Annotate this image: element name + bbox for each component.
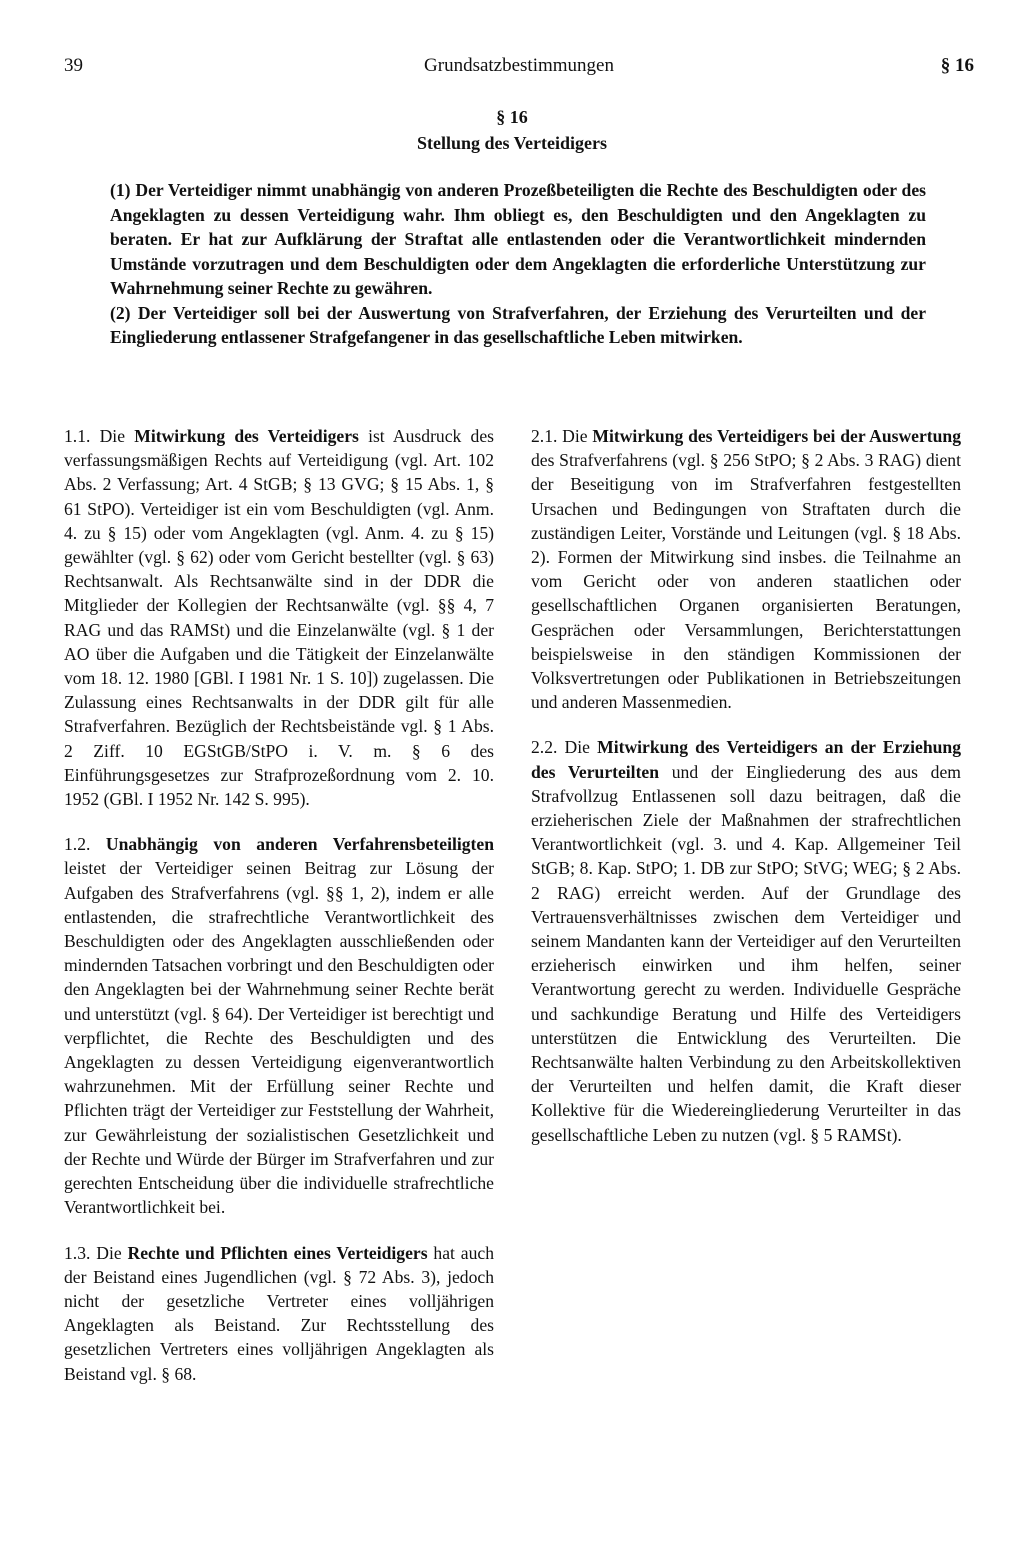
note-keyword: Mitwirkung des Verteidigers an der Erziehung des Verurteilten [531, 737, 961, 782]
note-lead: Die [90, 1242, 128, 1263]
section-title-block [0, 104, 1024, 156]
note-1-2 [64, 832, 494, 1219]
note-number: 2.1. [531, 426, 558, 446]
statute-paragraph-2: (2) Der Verteidiger soll bei der Auswertung von Strafverfahren, der Erziehung des Verurteilten und der Eingliederung entlassener Strafgefangener in das gesellschaftliche Leben mitwirken. [110, 302, 926, 347]
note-2-1 [531, 424, 961, 714]
note-text: leistet der Verteidiger seinen Beitrag zur Lösung der Aufgaben des Strafverfahrens (vgl. §§ 1, 2), indem er alle entlastenden, die strafrechtliche Verantwortlichkeit des Beschuldigten oder des Angeklagten ausschließenden oder mindernden Tatsachen vorbringt und den Beschuldigten oder den Angeklagten bei der Wahrnehmung seiner Rechte berät und unterstützt (vgl. § 64). Der Verteidiger ist berechtigt und verpflichtet, die Rechte des Beschuldigten und des Angeklagten zu dessen Verteidigung eigenverantwortlich wahrzunehmen. Mit der Erfüllung seiner Rechte und Pflichten trägt der Verteidiger zur Feststellung der Wahrheit, zur Gewährleistung der sozialistischen Gesetzlichkeit und der Rechte und Würde der Bürger im Strafverfahren und zur gerechten Entscheidung über die individuelle strafrechtliche Verantwortlichkeit bei. [64, 858, 494, 1218]
note-text: und der Eingliederung des aus dem Strafvollzug Entlassenen soll dazu beitragen, daß die erzieherischen Ziele der Maßnahmen der strafrechtlichen Verantwortlichkeit (vgl. 3. und 4. Kap. Allgemeiner Teil StGB; 8. Kap. StPO; 1. DB zur StPO; StVG; WEG; § 2 Abs. 2 RAG) erreicht werden. Auf der Grundlage des Vertrauensverhältnisses zwischen dem Verteidiger und seinem Mandanten kann der Verteidiger auf den Verurteilten erzieherisch einwirken und ihm helfen, seiner Verantwortung gerecht zu werden. Individuelle Gespräche und sachkundige Beratung und Hilfe des Verteidigers unterstützen die Entwicklung des Verurteilten. Die Rechtsanwälte halten Verbindung zu den Arbeitskollektiven der Verurteilten und helfen damit, die Kraft dieser Kollektive für die Wiedereingliederung Verurteilter in das gesellschaftliche Leben zu nutzen (vgl. § 5 RAMSt). [531, 761, 961, 1145]
note-lead: Die [90, 426, 135, 446]
note-2-2 [531, 735, 961, 1146]
note-number: 1.1. [64, 426, 91, 446]
header-section-ref: § 16 [940, 55, 974, 76]
commentary-right-column [531, 424, 961, 1168]
note-number: 1.2. [64, 834, 91, 855]
statute-text [110, 178, 926, 350]
note-lead: Die [557, 426, 593, 446]
commentary-left-column [64, 424, 494, 1407]
section-heading: Stellung des Verteidigers [416, 133, 607, 153]
note-number: 2.2. [531, 737, 558, 758]
statute-paragraph-1: (1) Der Verteidiger nimmt unabhängig von anderen Prozeßbeteiligten die Rechte des Beschuldigten oder des Angeklagten zu dessen Verteidigung wahr. Ihm obliegt es, den Beschuldigten und den Angeklagten zu beraten. Er hat zur Aufklärung der Straftat alle entlastenden oder die Verantwortlichkeit mindernden Umstände vorzutragen und dem Beschuldigten oder dem Angeklagten die erforderliche Unterstützung zur Wahrnehmung seiner Rechte zu gewähren. [110, 180, 926, 298]
note-lead: Die [557, 737, 598, 758]
note-keyword: Rechte und Pflichten eines Verteidigers [127, 1242, 428, 1263]
note-keyword: Unabhängig von anderen Verfahrensbeteiligten [90, 834, 494, 855]
page-number: 39 [64, 55, 83, 76]
note-text: des Strafverfahrens (vgl. § 256 StPO; § 2 Abs. 3 RAG) dient der Beseitigung von im Strafverfahren festgestellten Ursachen und Bedingungen von Straftaten durch die zuständigen Leiter, Vorstände und Leitungen (vgl. § 18 Abs. 2). Formen der Mitwirkung sind insbes. die Teilnahme an vom Gericht oder von anderen staatlichen oder gesellschaftlichen Organen organisierten Beratungen, Gesprächen oder Versammlungen, Berichterstattungen beispielsweise in den ständigen Kommissionen der Volksvertretungen oder Publikationen in Betriebszeitungen und anderen Massenmedien. [531, 450, 961, 713]
note-keyword: Mitwirkung des Verteidigers bei der Auswertung [592, 426, 962, 446]
page-header [64, 55, 974, 83]
note-text: ist Ausdruck des verfassungsmäßigen Rechts auf Verteidigung (vgl. Art. 102 Abs. 2 Verfassung; Art. 4 StGB; § 13 GVG; § 15 Abs. 1, § 61 StPO). Verteidiger ist ein vom Beschuldigten (vgl. Anm. 4. zu § 15) oder vom Angeklagten (vgl. Anm. 4. zu § 15) gewählter (vgl. § 62) oder vom Gericht bestellter (vgl. § 63) Rechtsanwalt. Als Rechtsanwälte sind in der DDR die Mitglieder der Kollegien der Rechtsanwälte (vgl. §§ 4, 7 RAG und das RAMSt) und die Einzelanwälte (vgl. § 1 der AO über die Aufgaben und die Tätigkeit der Einzelanwälte vom 18. 12. 1980 [GBl. I 1981 Nr. 1 S. 10]) zugelassen. Die Zulassung eines Rechtsanwalts in der DDR gilt für alle Strafverfahren. Bezüglich der Rechtsbeistände vgl. § 1 Abs. 2 Ziff. 10 EGStGB/StPO i. V. m. § 6 des Einführungsgesetzes zur Strafprozeßordnung vom 2. 10. 1952 (GBl. I 1952 Nr. 142 S. 995). [64, 426, 494, 810]
note-number: 1.3. [64, 1242, 91, 1263]
note-1-3 [64, 1241, 494, 1386]
note-text: hat auch der Beistand eines Jugendlichen (vgl. § 72 Abs. 3), jedoch nicht der gesetzliche Vertreter eines volljährigen Angeklagten als Beistand. Zur Rechtsstellung des gesetzlichen Vertreters eines volljährigen Angeklagten als Beistand vgl. § 68. [64, 1242, 494, 1384]
note-keyword: Mitwirkung des Verteidigers [134, 426, 359, 446]
note-1-1 [64, 424, 494, 811]
section-number: § 16 [496, 107, 528, 127]
running-title: Grundsatzbestimmungen [424, 55, 614, 76]
